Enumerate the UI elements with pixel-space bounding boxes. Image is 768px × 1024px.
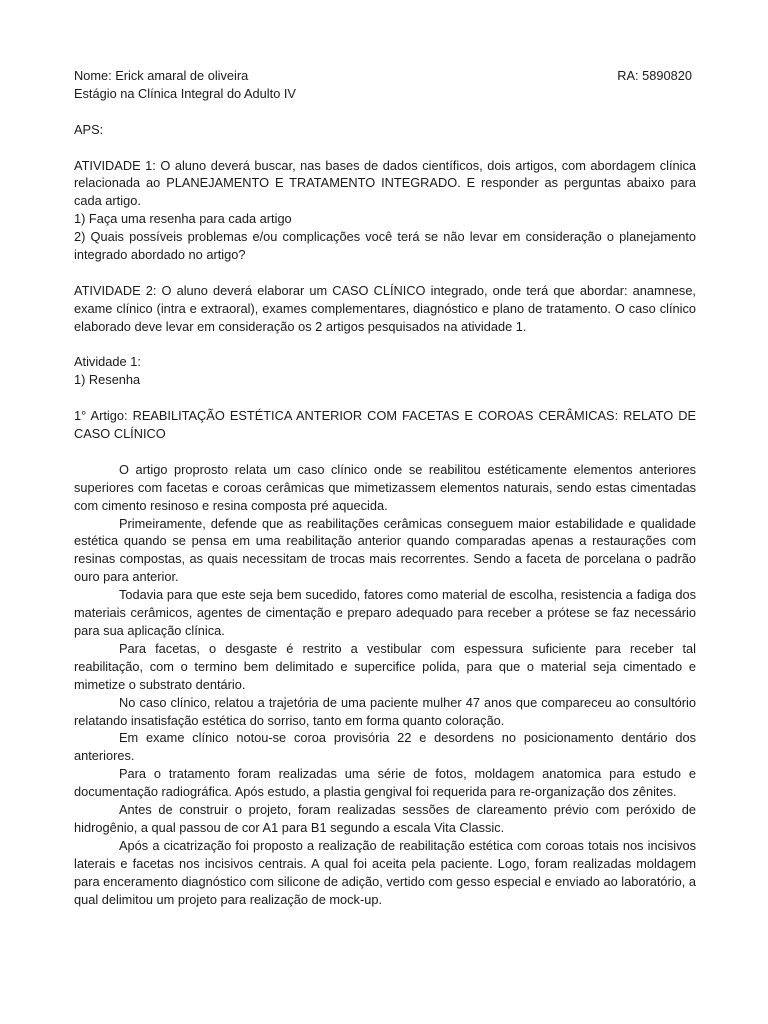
- article-paragraph: Em exame clínico notou-se coroa provisória 22 e desordens no posicionamento dentário dos anteriores.: [74, 730, 696, 764]
- article-paragraph: No caso clínico, relatou a trajetória de uma paciente mulher 47 anos que compareceu ao consultório relatando insatisfação estética do sorriso, tanto em forma quanto coloração.: [74, 694, 696, 728]
- article-title: 1° Artigo: REABILITAÇÃO ESTÉTICA ANTERIOR COM FACETAS E COROAS CERÂMICAS: RELATO DE CASO CLÍNICO: [74, 408, 696, 442]
- article-paragraph: Todavia para que este seja bem sucedido, fatores como material de escolha, resistencia a fadiga dos materiais cerâmicos, agentes de cimentação e preparo adequado para receber a prótese se faz necessário para sua aplicação clínica.: [74, 587, 696, 638]
- course-title: Estágio na Clínica Integral do Adulto IV: [74, 85, 296, 101]
- header-row: [74, 67, 696, 85]
- atividade1-text: ATIVIDADE 1: O aluno deverá buscar, nas bases de dados científicos, dois artigos, com abordagem clínica relacionada ao PLANEJAMENTO E TRATAMENTO INTEGRADO. E responder as perguntas abaixo para cada artigo.: [74, 157, 696, 209]
- section-title: Atividade 1:: [74, 354, 141, 370]
- aps-label: APS:: [74, 121, 104, 137]
- article-paragraph: Para o tratamento foram realizadas uma série de fotos, moldagem anatomica para estudo e documentação radiográfica. Após estudo, a plastia gengival foi requerida para re-organização dos zênites.: [74, 766, 696, 800]
- atividade1-question-2: 2) Quais possíveis problemas e/ou complicações você terá se não levar em consideração o planejamento integrado abordado no artigo?: [74, 229, 696, 263]
- article-paragraph: Após a cicatrização foi proposto a realização de reabilitação estética com coroas totais nos incisivos laterais e facetas nos incisivos centrais. A qual foi aceita pela paciente. Logo, foram realizadas moldagem para enceramento diagnóstico com silicone de adição, vertido com gesso especial e enviado ao laboratório, a qual delimitou um projeto para realização de mock-up.: [74, 837, 696, 907]
- section-subtitle: 1) Resenha: [74, 372, 141, 388]
- article-paragraph: Primeiramente, defende que as reabilitações cerâmicas conseguem maior estabilidade e qualidade estética quando se pensa em uma reabilitação anterior quando comparadas apenas a restaurações com resinas compostas, as quais necessitam de trocas mais recorrentes. Sendo a faceta de porcelana o padrão ouro para anterior.: [74, 515, 696, 585]
- article-paragraph: O artigo proprosto relata um caso clínico onde se reabilitou estéticamente elementos anteriores superiores com facetas e coroas cerâmicas que mimetizassem elementos naturais, sendo estas cimentadas com cimento resinoso e resina composta pré aquecida.: [74, 461, 696, 513]
- atividade2-text: ATIVIDADE 2: O aluno deverá elaborar um CASO CLÍNICO integrado, onde terá que abordar: anamnese, exame clínico (intra e extraoral), exames complementares, diagnóstico e plano de tratamento. O caso clínico elaborado deve levar em consideração os 2 artigos pesquisados na atividade 1.: [74, 282, 696, 334]
- document-page: [74, 67, 696, 909]
- atividade1-question-1: 1) Faça uma resenha para cada artigo: [74, 211, 292, 227]
- student-name: Nome: Erick amaral de oliveira: [74, 68, 249, 83]
- student-ra: RA: 5890820: [617, 68, 692, 83]
- article-paragraph: Antes de construir o projeto, foram realizadas sessões de clareamento prévio com peróxido de hidrogênio, a qual passou de cor A1 para B1 segundo a escala Vita Classic.: [74, 802, 696, 835]
- article-paragraph: Para facetas, o desgaste é restrito a vestibular com espessura suficiente para receber tal reabilitação, com o termino bem delimitado e supercifice polida, para que o material seja cimentado e mimetize o substrato dentário.: [74, 640, 696, 692]
